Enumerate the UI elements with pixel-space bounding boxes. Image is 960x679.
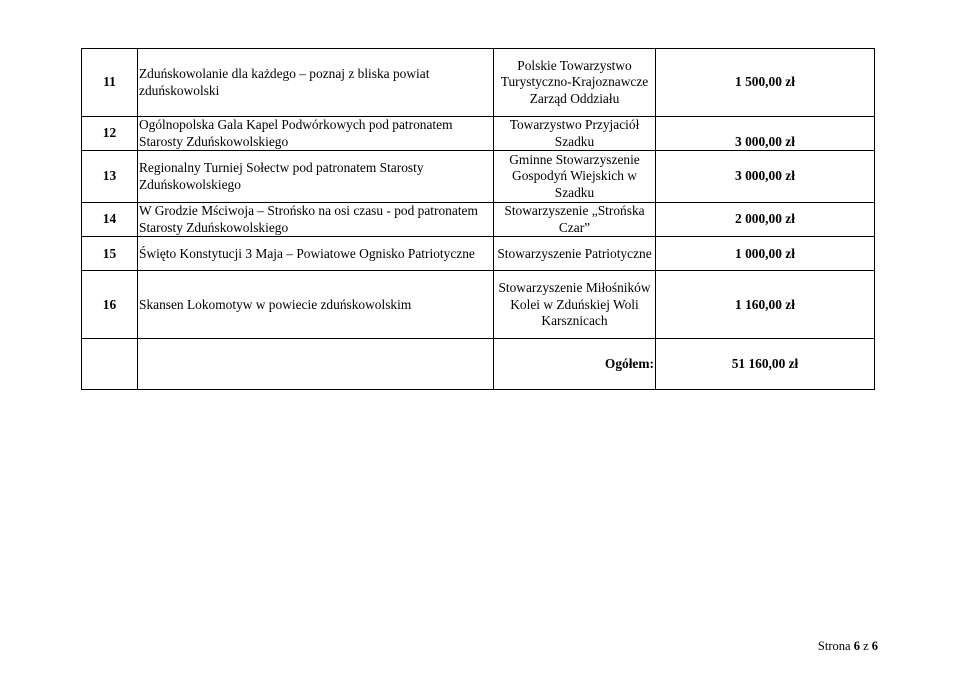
total-row xyxy=(82,339,875,390)
row-number: 14 xyxy=(82,203,138,237)
page-separator: z xyxy=(863,639,869,653)
empty-cell xyxy=(138,339,494,390)
row-number: 15 xyxy=(82,237,138,271)
organization-name: Stowarzyszenie Miłośników Kolei w Zduńskiej Woli Karsznicach xyxy=(494,271,656,339)
task-title: Regionalny Turniej Sołectw pod patronatem Starosty Zduńskowolskiego xyxy=(138,151,494,203)
table-row xyxy=(82,49,875,117)
organization-name: Towarzystwo Przyjaciół Szadku xyxy=(494,117,656,151)
organization-name: Gminne Stowarzyszenie Gospodyń Wiejskich w Szadku xyxy=(494,151,656,203)
organization-name: Polskie Towarzystwo Turystyczno-Krajoznawcze Zarząd Oddziału xyxy=(494,49,656,117)
task-title: Skansen Lokomotyw w powiecie zduńskowolskim xyxy=(138,271,494,339)
table-row xyxy=(82,237,875,271)
row-number: 12 xyxy=(82,117,138,151)
organization-name: Stowarzyszenie „Strońska Czar” xyxy=(494,203,656,237)
task-title: Zduńskowolanie dla każdego – poznaj z bliska powiat zduńskowolski xyxy=(138,49,494,117)
grant-amount: 3 000,00 zł xyxy=(656,117,875,151)
table-row xyxy=(82,117,875,151)
empty-cell xyxy=(82,339,138,390)
task-title: Ogólnopolska Gala Kapel Podwórkowych pod patronatem Starosty Zduńskowolskiego xyxy=(138,117,494,151)
table-row xyxy=(82,151,875,203)
grant-amount: 2 000,00 zł xyxy=(656,203,875,237)
grant-amount: 3 000,00 zł xyxy=(656,151,875,203)
page-number: 6 xyxy=(853,639,860,653)
total-label: Ogółem: xyxy=(494,339,656,390)
organization-name: Stowarzyszenie Patriotyczne xyxy=(494,237,656,271)
table-row xyxy=(82,203,875,237)
grants-table xyxy=(81,48,875,390)
row-number: 16 xyxy=(82,271,138,339)
grant-amount: 1 500,00 zł xyxy=(656,49,875,117)
grant-amount: 1 160,00 zł xyxy=(656,271,875,339)
total-amount: 51 160,00 zł xyxy=(656,339,875,390)
row-number: 11 xyxy=(82,49,138,117)
task-title: W Grodzie Mściwoja – Strońsko na osi czasu - pod patronatem Starosty Zduńskowolskiego xyxy=(138,203,494,237)
page-prefix: Strona xyxy=(817,639,851,653)
page-footer xyxy=(818,638,878,654)
table-row xyxy=(82,271,875,339)
task-title: Święto Konstytucji 3 Maja – Powiatowe Ognisko Patriotyczne xyxy=(138,237,494,271)
page-count: 6 xyxy=(871,639,878,653)
row-number: 13 xyxy=(82,151,138,203)
grant-amount: 1 000,00 zł xyxy=(656,237,875,271)
